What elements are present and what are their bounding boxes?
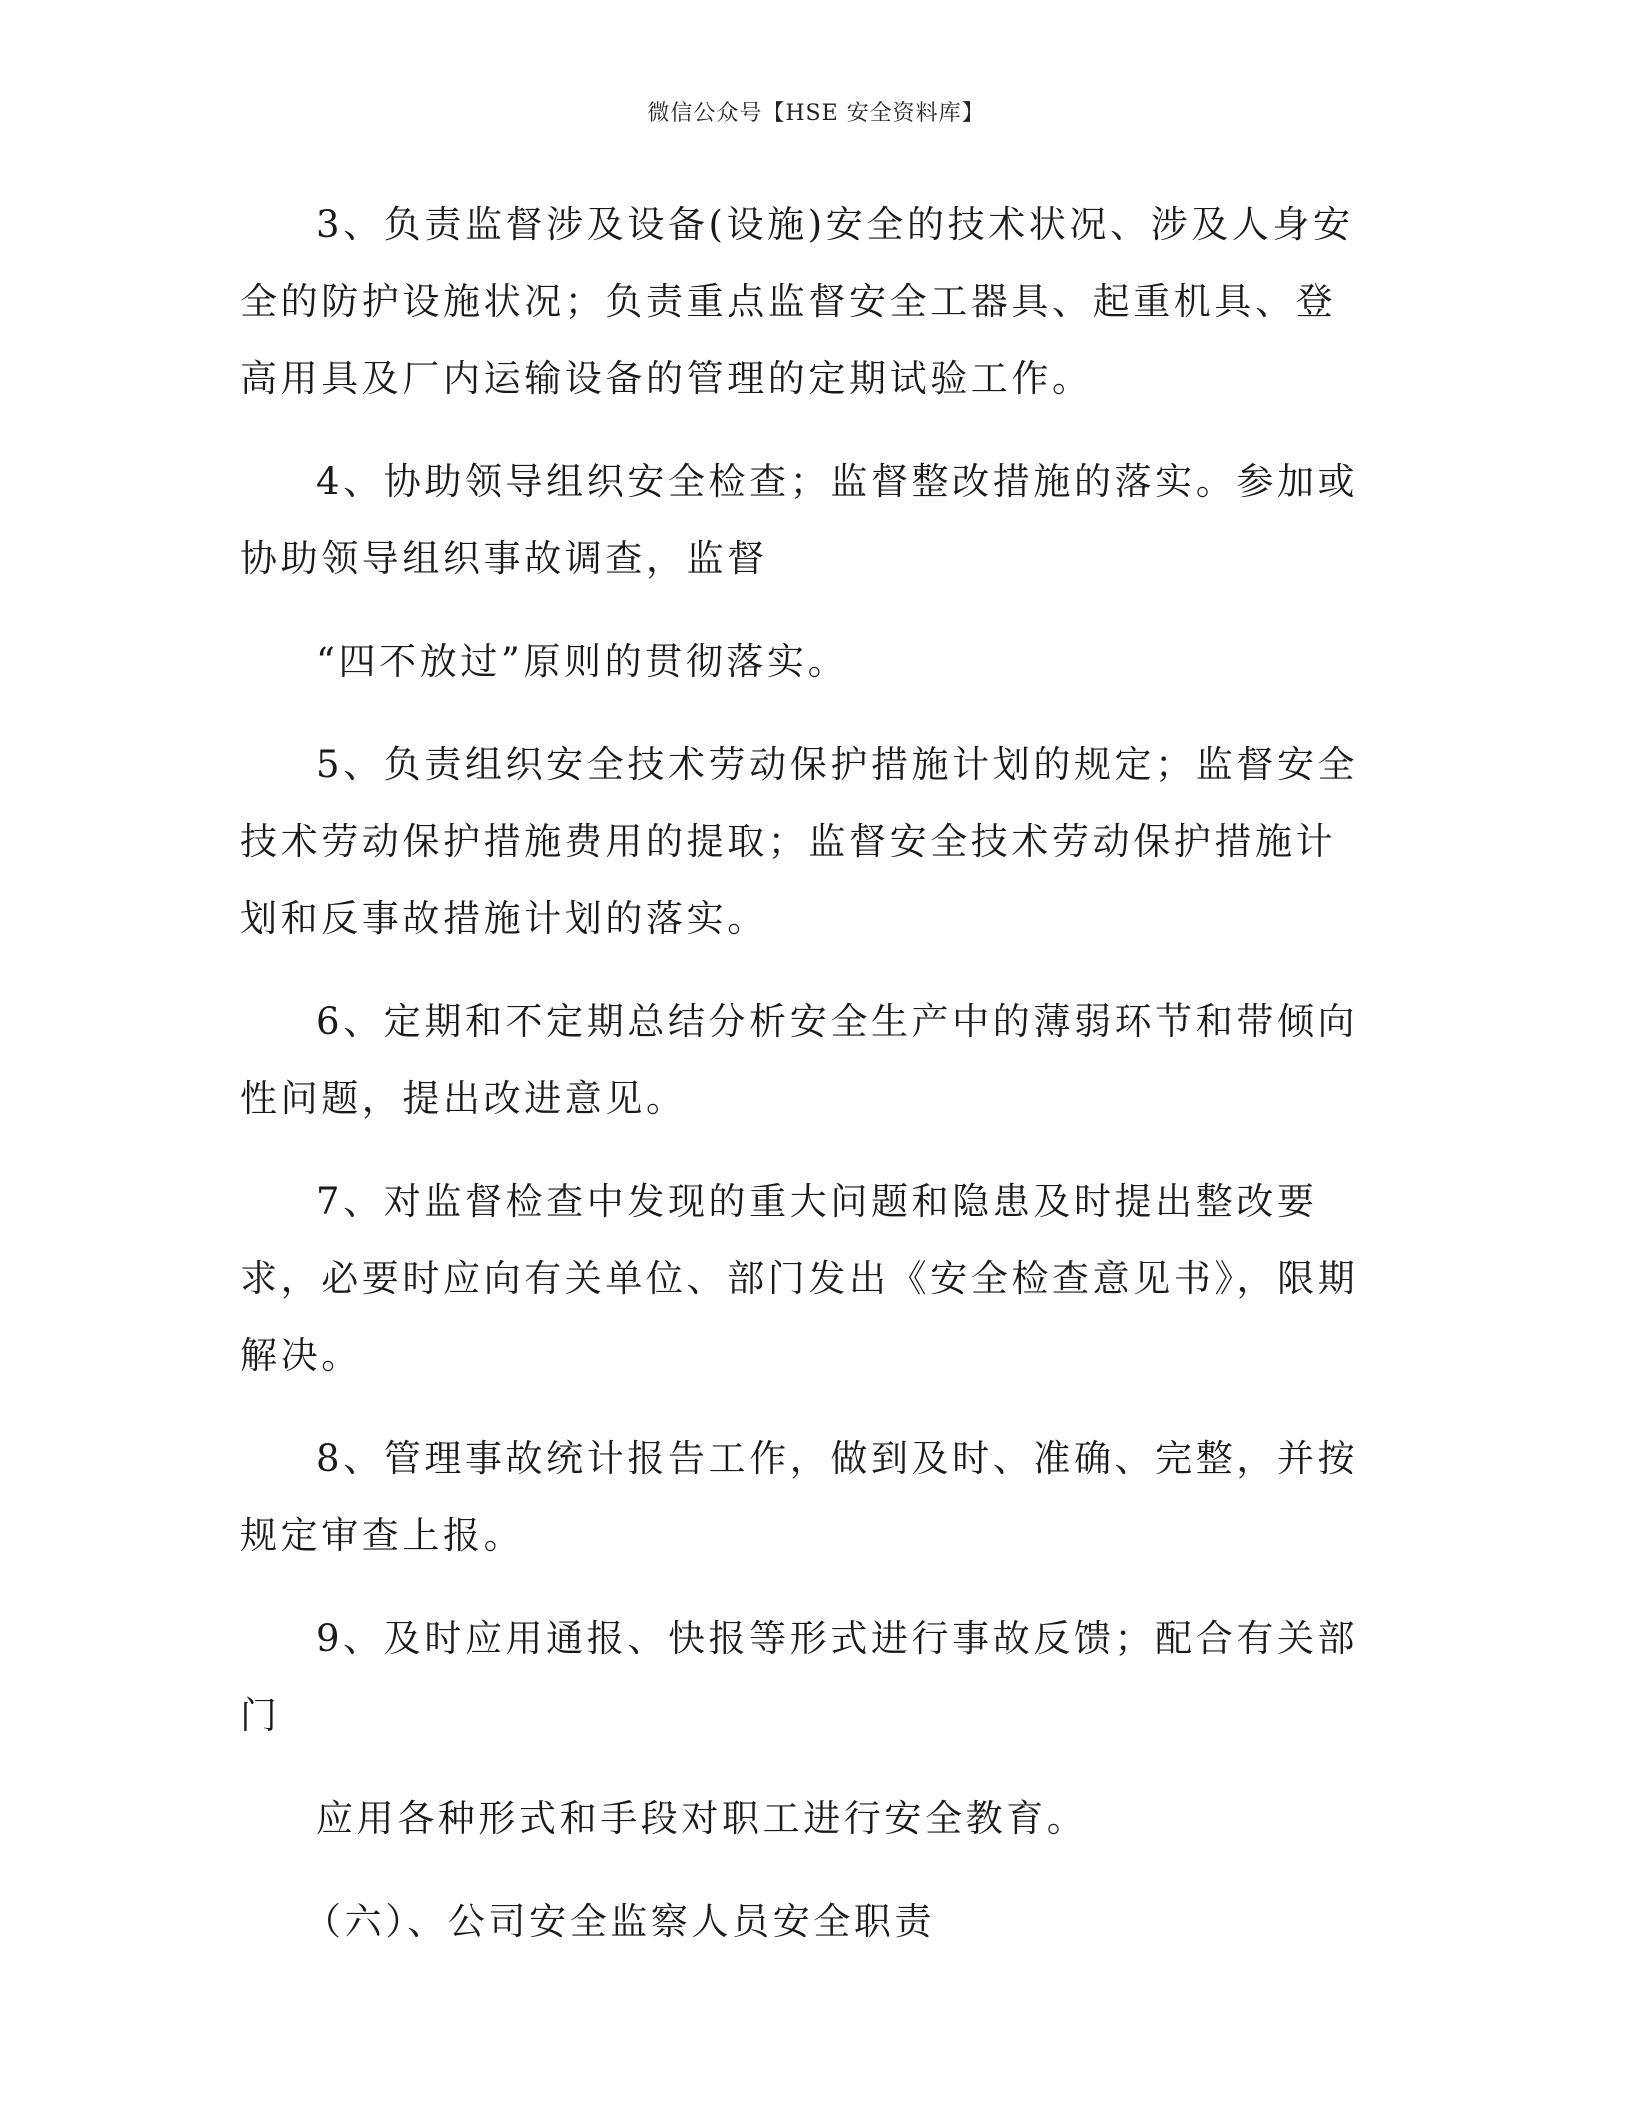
document-body	[240, 186, 1370, 1986]
paragraph-item-7: 7、对监督检查中发现的重大问题和隐患及时提出整改要求，必要时应向有关单位、部门发出《安全检查意见书》，限期解决。	[240, 1180, 1359, 1377]
paragraph-item-8: 8、管理事故统计报告工作，做到及时、准确、完整，并按规定审查上报。	[240, 1437, 1359, 1557]
paragraph-item-4: 4、协助领导组织安全检查；监督整改措施的落实。参加或协助领导组织事故调查，监督	[240, 460, 1359, 580]
page-header: 微信公众号【HSE 安全资料库】	[647, 101, 985, 126]
paragraph-item-4-continued: “四不放过”原则的贯彻落实。	[316, 640, 849, 683]
paragraph-item-5: 5、负责组织安全技术劳动保护措施计划的规定；监督安全技术劳动保护措施费用的提取；监督安全技术劳动保护措施计划和反事故措施计划的落实。	[240, 743, 1359, 940]
section-heading: （六）、公司安全监察人员安全职责	[304, 1900, 936, 1943]
paragraph-item-3: 3、负责监督涉及设备(设施)安全的技术状况、涉及人身安全的防护设施状况；负责重点监督安全工器具、起重机具、登高用具及厂内运输设备的管理的定期试验工作。	[240, 203, 1354, 400]
paragraph-item-9: 9、及时应用通报、快报等形式进行事故反馈；配合有关部门	[240, 1617, 1359, 1737]
paragraph-item-6: 6、定期和不定期总结分析安全生产中的薄弱环节和带倾向性问题，提出改进意见。	[240, 1000, 1359, 1120]
paragraph-item-9-continued: 应用各种形式和手段对职工进行安全教育。	[316, 1797, 1088, 1840]
